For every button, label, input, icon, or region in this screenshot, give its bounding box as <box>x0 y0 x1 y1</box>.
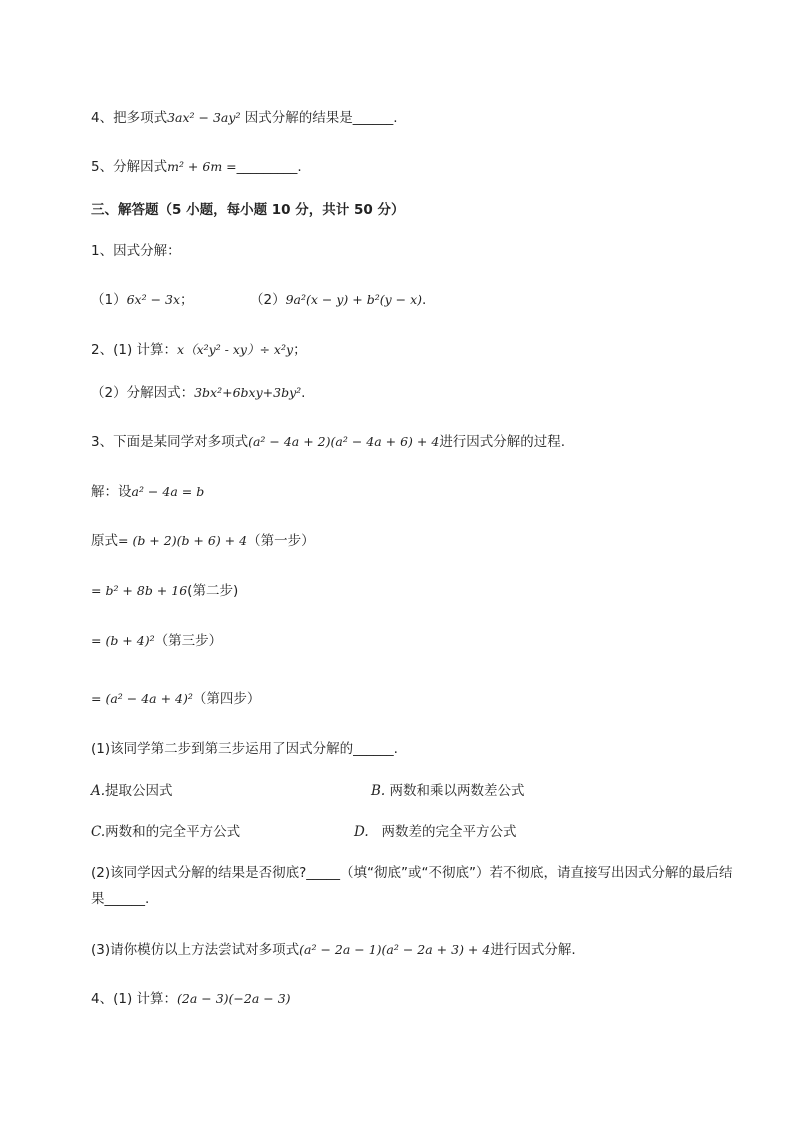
fill-question-4-math: 3ax² − 3ay² <box>167 110 241 125</box>
solution-step-2-math: = b² + 8b + 16 <box>91 583 188 598</box>
fill-question-4-suffix: 因式分解的结果是______. <box>244 110 398 126</box>
question-2-part-2-prefix: （2）分解因式： <box>91 385 195 401</box>
question-3-math: (a² − 4a + 2)(a² − 4a + 6) + 4 <box>248 434 440 449</box>
question-1: 1、因式分解： <box>91 243 181 259</box>
fill-question-5-prefix: 5、分解因式 <box>91 159 168 175</box>
solution-step-3-math: = (b + 4)² <box>91 633 155 648</box>
solution-step-4-math: = (a² − 4a + 4)² <box>91 691 193 706</box>
fill-question-5 <box>91 157 302 177</box>
question-4-prefix: 4、(1) 计算： <box>91 991 178 1007</box>
question-2-part-1-suffix: ； <box>293 342 307 358</box>
solution-step-1 <box>91 531 315 551</box>
question-2-part-2-suffix: . <box>301 385 306 401</box>
solution-step-3-suffix: （第三步） <box>154 633 223 649</box>
sub-question-3-prefix: (3)请你模仿以上方法尝试对多项式 <box>91 942 300 958</box>
solution-step-1-math: = (b + 2)(b + 6) + 4 <box>118 533 248 548</box>
sub-question-3 <box>91 940 576 960</box>
sub-question-1: (1)该同学第二步到第三步运用了因式分解的______. <box>91 741 398 757</box>
question-2-part-1-prefix: 2、(1) 计算： <box>91 342 178 358</box>
option-c-text: 两数和的完全平方公式 <box>105 824 241 840</box>
solution-step-1-suffix: （第一步） <box>247 533 315 549</box>
fill-question-4 <box>91 108 398 128</box>
question-1-part-a-math: 6x² − 3x <box>126 292 181 307</box>
question-1-part-a-sep: ； <box>180 292 194 308</box>
question-2-part-2 <box>91 383 305 403</box>
option-c-letter: C. <box>91 824 106 840</box>
option-d-letter: D. <box>354 824 369 840</box>
option-a <box>91 781 173 801</box>
question-1-part-a-label: （1） <box>91 292 127 308</box>
option-d-text: 两数差的完全平方公式 <box>381 824 517 840</box>
fill-question-4-prefix: 4、把多项式 <box>91 110 168 126</box>
option-d <box>354 822 517 842</box>
solution-step-1-prefix: 原式 <box>91 533 118 549</box>
question-2-part-2-math: 3bx²+6bxy+3by² <box>194 385 302 400</box>
question-2-part-1 <box>91 340 307 360</box>
sub-question-3-math: (a² − 2a − 1)(a² − 2a + 3) + 4 <box>299 942 491 957</box>
question-1-parts <box>91 290 194 310</box>
option-b-letter: B. <box>371 783 386 799</box>
option-c <box>91 822 240 842</box>
solution-step-2 <box>91 581 238 601</box>
question-2-part-1-math: x（x²y² - xy）÷ x²y <box>177 342 294 357</box>
solution-step-2-suffix: (第二步) <box>187 583 239 599</box>
fill-question-5-suffix: _________. <box>236 159 302 175</box>
question-1-part-b <box>250 290 426 310</box>
fill-question-5-math: m² + 6m = <box>167 159 237 174</box>
question-3-prefix: 3、下面是某同学对多项式 <box>91 434 249 450</box>
question-3 <box>91 432 565 452</box>
solution-setup <box>91 482 204 502</box>
question-1-part-b-end: . <box>422 292 427 308</box>
question-1-part-b-label: （2） <box>250 292 286 308</box>
solution-step-3 <box>91 631 222 651</box>
sub-question-2: (2)该同学因式分解的结果是否彻底?_____（填“彻底”或“不彻底”）若不彻底，请直接写出因式分解的最后结果______. <box>91 865 733 907</box>
question-4 <box>91 989 291 1009</box>
sub-question-3-suffix: 进行因式分解. <box>490 942 576 958</box>
question-1-part-b-math: 9a²(x − y) + b²(y − x) <box>285 292 423 307</box>
question-3-suffix: 进行因式分解的过程. <box>439 434 566 450</box>
option-a-letter: A. <box>91 783 106 799</box>
solution-setup-math: a² − 4a = b <box>131 484 205 499</box>
option-a-text: 提取公因式 <box>105 783 173 799</box>
option-b-text: 两数和乘以两数差公式 <box>389 783 525 799</box>
section-title: 三、解答题（5 小题，每小题 10 分，共计 50 分） <box>91 202 405 218</box>
solution-step-4-suffix: （第四步） <box>192 691 261 707</box>
solution-step-4 <box>91 689 260 709</box>
solution-setup-prefix: 解：设 <box>91 484 132 500</box>
option-b <box>371 781 525 801</box>
question-4-math: (2a − 3)(−2a − 3) <box>177 991 291 1006</box>
